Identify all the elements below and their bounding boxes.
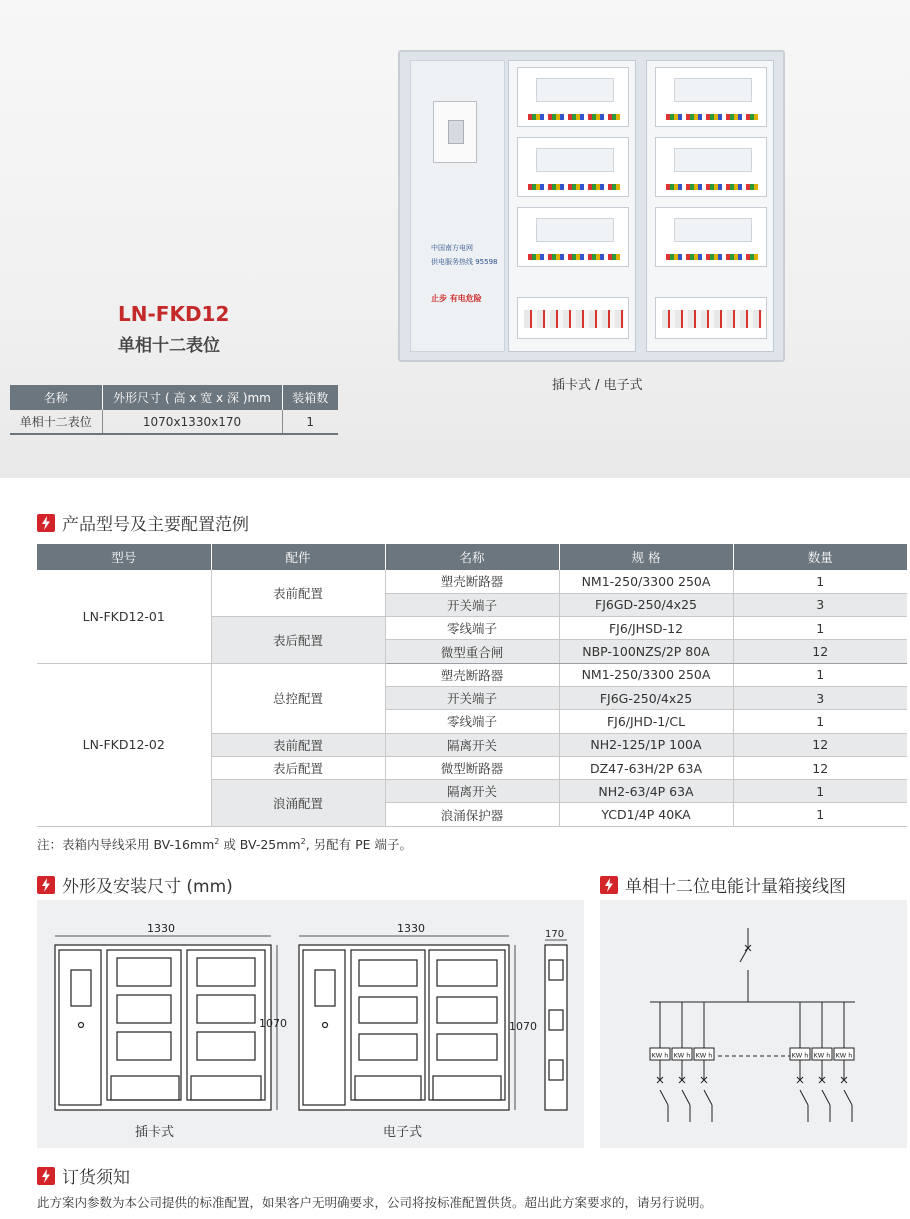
control-bay <box>410 60 505 352</box>
hero-banner <box>0 0 910 478</box>
item-qty: 1 <box>733 710 907 733</box>
grid-logo-text: 中国南方电网 <box>431 244 473 252</box>
dimension-drawing-panel <box>37 900 584 1148</box>
depth-label: 170 <box>545 929 565 940</box>
kwh-meter-label: KW h <box>651 1051 669 1060</box>
spec-cell: 1070x1330x170 <box>102 410 282 434</box>
item-spec: DZ47-63H/2P 63A <box>559 756 733 779</box>
item-spec: FJ6G-250/4x25 <box>559 686 733 709</box>
item-spec: NM1-250/3300 250A <box>559 663 733 686</box>
spec-header: 名称 <box>10 385 102 410</box>
lightning-icon <box>37 876 55 894</box>
config-header: 规 格 <box>559 544 733 570</box>
item-name: 零线端子 <box>385 710 559 733</box>
branch-circuit <box>694 1002 714 1122</box>
meter-slot <box>655 67 767 127</box>
item-qty: 12 <box>733 756 907 779</box>
section-title-text: 单相十二位电能计量箱接线图 <box>625 877 846 897</box>
spec-cell: 1 <box>282 410 338 434</box>
section-title-text: 产品型号及主要配置范例 <box>62 515 249 535</box>
wiring-section-title <box>600 872 846 897</box>
product-subtitle: 单相十二表位 <box>118 336 220 356</box>
meter-bay-right <box>646 60 774 352</box>
branch-circuit <box>790 1002 810 1122</box>
branch-circuit <box>650 1002 670 1122</box>
product-photo <box>398 50 785 362</box>
item-spec: NH2-63/4P 63A <box>559 780 733 803</box>
item-qty: 1 <box>733 617 907 640</box>
item-qty: 3 <box>733 593 907 616</box>
group-cell: 总控配置 <box>211 663 385 733</box>
model-cell: LN-FKD12-01 <box>37 570 211 663</box>
meter-slot <box>517 207 629 267</box>
config-header: 数量 <box>733 544 907 570</box>
section-title-text: 外形及安装尺寸 (mm) <box>62 877 233 897</box>
item-spec: NBP-100NZS/2P 80A <box>559 640 733 663</box>
item-qty: 12 <box>733 733 907 756</box>
spec-table <box>10 385 338 435</box>
order-section-title <box>37 1163 130 1188</box>
config-table <box>37 544 907 827</box>
lightning-icon <box>600 876 618 894</box>
drawing-caption: 电子式 <box>383 1125 423 1140</box>
width-label: 1330 <box>147 922 175 935</box>
product-model: LN-FKD12 <box>118 302 230 326</box>
wiring-diagram <box>600 900 907 1148</box>
meter-slot <box>517 67 629 127</box>
item-spec: FJ6/JHSD-12 <box>559 617 733 640</box>
group-cell: 表前配置 <box>211 570 385 617</box>
config-header: 型号 <box>37 544 211 570</box>
dimension-drawing <box>37 900 584 1148</box>
danger-sign: 止步 有电危险 <box>431 294 482 303</box>
drawing-caption: 插卡式 <box>135 1125 175 1140</box>
branch-circuit <box>812 1002 832 1122</box>
lightning-icon <box>37 514 55 532</box>
kwh-meter-label: KW h <box>835 1051 853 1060</box>
model-cell: LN-FKD12-02 <box>37 663 211 826</box>
electronic-type-drawing <box>299 936 515 1110</box>
side-view-drawing <box>545 940 567 1110</box>
item-name: 隔离开关 <box>385 733 559 756</box>
item-qty: 1 <box>733 780 907 803</box>
item-name: 塑壳断路器 <box>385 663 559 686</box>
item-name: 零线端子 <box>385 617 559 640</box>
config-header: 名称 <box>385 544 559 570</box>
item-qty: 1 <box>733 803 907 826</box>
group-cell: 浪涌配置 <box>211 780 385 827</box>
item-spec: NM1-250/3300 250A <box>559 570 733 593</box>
section-title-text: 订货须知 <box>62 1168 130 1188</box>
item-name: 塑壳断路器 <box>385 570 559 593</box>
config-header: 配件 <box>211 544 385 570</box>
lightning-icon <box>37 1167 55 1185</box>
dimension-section-title <box>37 872 233 897</box>
item-spec: NH2-125/1P 100A <box>559 733 733 756</box>
group-cell: 表后配置 <box>211 617 385 664</box>
item-name: 微型断路器 <box>385 756 559 779</box>
width-label: 1330 <box>397 922 425 935</box>
meter-slot <box>655 207 767 267</box>
spec-cell: 单相十二表位 <box>10 410 102 434</box>
group-cell: 表前配置 <box>211 733 385 756</box>
meter-slot <box>655 137 767 197</box>
item-qty: 3 <box>733 686 907 709</box>
meter-bay-left <box>508 60 636 352</box>
hotline-text: 供电服务热线 95598 <box>431 258 498 266</box>
main-breaker <box>433 101 477 163</box>
meter-slot <box>517 137 629 197</box>
item-spec: FJ6GD-250/4x25 <box>559 593 733 616</box>
item-spec: YCD1/4P 40KA <box>559 803 733 826</box>
item-qty: 1 <box>733 663 907 686</box>
wiring-note: 注：表箱内导线采用 $BV-16mm^2$ 或 $BV-25mm^2$, 另配有 PE 端子。 <box>37 836 413 852</box>
config-section-title <box>37 510 249 535</box>
kwh-meter-label: KW h <box>673 1051 691 1060</box>
breaker-row <box>655 297 767 339</box>
item-qty: 1 <box>733 570 907 593</box>
item-name: 浪涌保护器 <box>385 803 559 826</box>
card-type-drawing <box>55 936 277 1110</box>
breaker-row <box>517 297 629 339</box>
kwh-meter-label: KW h <box>791 1051 809 1060</box>
item-name: 开关端子 <box>385 686 559 709</box>
spec-header: 外形尺寸 ( 高 x 宽 x 深 )mm <box>102 385 282 410</box>
kwh-meter-label: KW h <box>695 1051 713 1060</box>
height-label: 1070 <box>259 1017 287 1030</box>
item-name: 隔离开关 <box>385 780 559 803</box>
spec-header: 装箱数 <box>282 385 338 410</box>
item-qty: 12 <box>733 640 907 663</box>
height-label: 1070 <box>509 1020 537 1033</box>
kwh-meter-label: KW h <box>813 1051 831 1060</box>
item-name: 开关端子 <box>385 593 559 616</box>
branch-circuit <box>672 1002 692 1122</box>
wiring-diagram-panel <box>600 900 907 1148</box>
branch-circuit <box>834 1002 854 1122</box>
item-spec: FJ6/JHD-1/CL <box>559 710 733 733</box>
group-cell: 表后配置 <box>211 756 385 779</box>
item-name: 微型重合闸 <box>385 640 559 663</box>
order-note: 此方案内参数为本公司提供的标准配置，如果客户无明确要求，公司将按标准配置供货。超出此方案要求的，请另行说明。 <box>37 1195 713 1210</box>
photo-caption: 插卡式 / 电子式 <box>552 378 643 393</box>
